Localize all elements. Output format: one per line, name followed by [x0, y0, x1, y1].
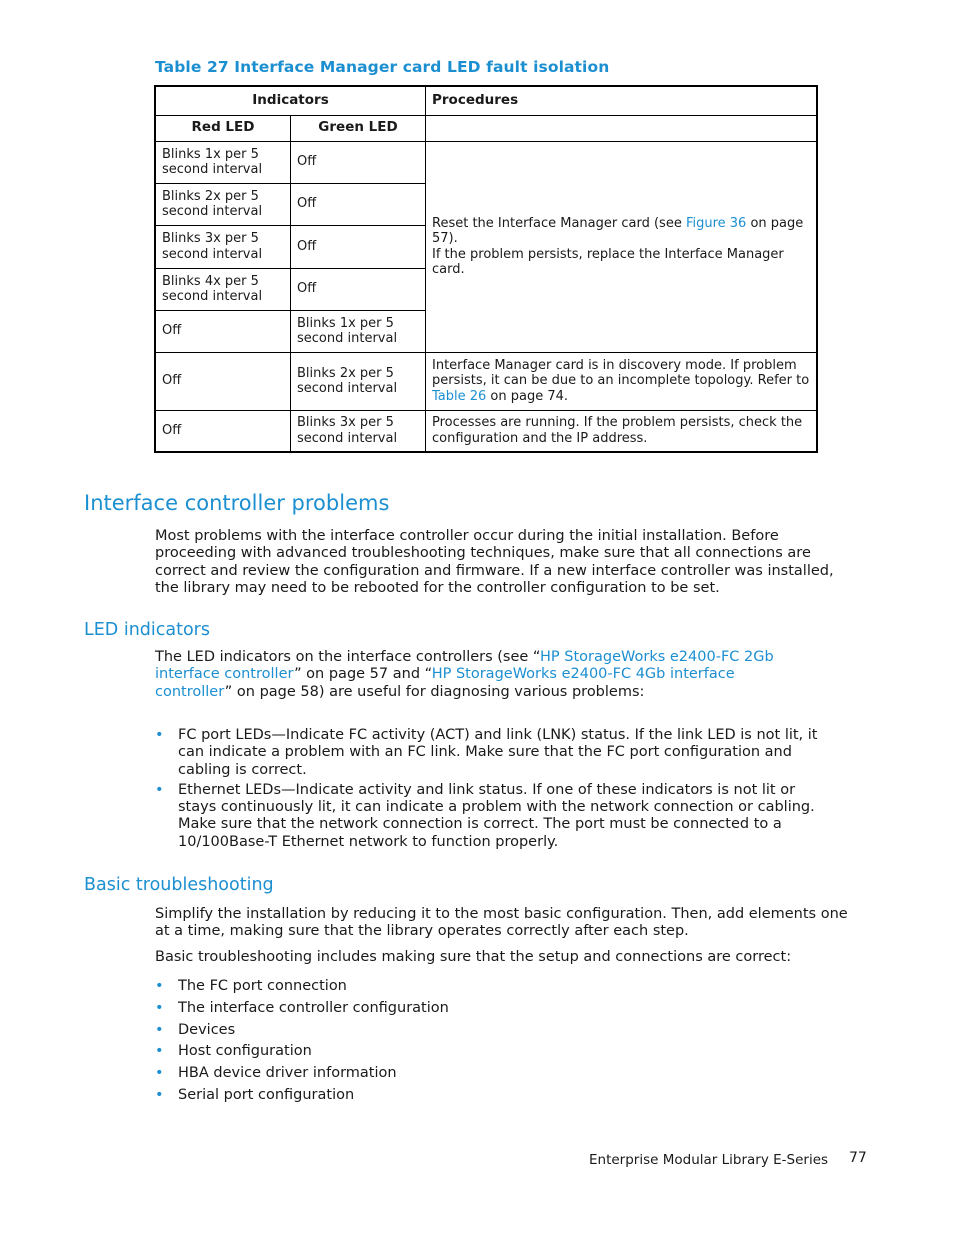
list-item: • Serial port configuration	[155, 1085, 825, 1107]
table-26-link[interactable]: Table 26	[432, 388, 487, 404]
green-led-cell: Blinks 1x per 5 second interval	[291, 310, 426, 352]
list-item: • Devices	[155, 1020, 825, 1042]
header-procedures: Procedures	[426, 86, 818, 115]
led-bullet-list	[155, 727, 825, 851]
green-led-cell: Off	[291, 268, 426, 310]
figure-36-link[interactable]: Figure 36	[685, 215, 747, 231]
header-green-led: Green LED	[291, 115, 426, 141]
bullet-icon: •	[155, 1021, 164, 1038]
red-led-cell: Blinks 2x per 5 second interval	[155, 183, 291, 225]
table-caption: Table 27 Interface Manager card LED fault isolation	[155, 58, 610, 76]
basic-p2: Basic troubleshooting includes making sure that the setup and connections are correct:	[155, 949, 792, 965]
green-led-cell: Off	[291, 225, 426, 268]
header-indicators: Indicators	[155, 86, 426, 115]
red-led-cell: Blinks 3x per 5 second interval	[155, 225, 291, 268]
e2400-2gb-link[interactable]: HP StorageWorks e2400-FC 2Gb interface controller	[155, 649, 774, 683]
procedure-discovery: Interface Manager card is in discovery mode. If problem persists, it can be due to an incomplete topology. Refer to Table 26 on page 74.	[426, 352, 818, 410]
page-number: 77	[849, 1150, 867, 1166]
table-row	[155, 410, 817, 452]
bullet-icon: •	[155, 1086, 164, 1103]
list-item: • The interface controller configuration	[155, 998, 825, 1020]
green-led-cell: Off	[291, 141, 426, 183]
bullet-icon: •	[155, 727, 164, 743]
led-indicators-heading: LED indicators	[84, 620, 210, 640]
red-led-cell: Off	[155, 310, 291, 352]
e2400-4gb-link[interactable]: HP StorageWorks e2400-FC 4Gb interface controller	[155, 666, 735, 700]
bullet-icon: •	[155, 999, 164, 1016]
red-led-cell: Off	[155, 410, 291, 452]
red-led-cell: Off	[155, 352, 291, 410]
bullet-icon: •	[155, 1065, 164, 1082]
bullet-icon: •	[155, 781, 164, 798]
led-intro: The LED indicators on the interface controllers (see “HP StorageWorks e2400-FC 2Gb interface controller” on page 57 and “HP StorageWorks e2400-FC 4Gb interface controller” on page 58) are useful for diagnosing various problems:	[155, 649, 774, 700]
led-fault-table	[154, 85, 818, 453]
basic-bullet-list	[155, 976, 825, 1107]
section-intro: Most problems with the interface controller occur during the initial installation. Before proceeding with advanced troubleshooting techniques, make sure that all connections are correct and review the configuration and firmware. If a new interface controller was installed, the library may need to be rebooted for the controller configuration to be set.	[155, 528, 834, 596]
list-item: • HBA device driver information	[155, 1063, 825, 1085]
green-led-cell: Blinks 3x per 5 second interval	[291, 410, 426, 452]
header-red-led: Red LED	[155, 115, 291, 141]
bullet-icon: •	[155, 978, 164, 994]
basic-p1: Simplify the installation by reducing it to the most basic configuration. Then, add elements one at a time, making sure that the library operates correctly after each step.	[155, 906, 848, 940]
list-item: • The FC port connection	[155, 976, 825, 998]
procedure-reset: Reset the Interface Manager card (see Figure 36 on page 57). If the problem persists, replace the Interface Manager card.	[426, 141, 818, 352]
table-row	[155, 352, 817, 410]
section-title: Interface controller problems	[84, 491, 390, 515]
red-led-cell: Blinks 4x per 5 second interval	[155, 268, 291, 310]
procedure-running: Processes are running. If the problem persists, check the configuration and the IP address.	[426, 410, 818, 452]
bullet-icon: •	[155, 1043, 164, 1060]
green-led-cell: Off	[291, 183, 426, 225]
basic-troubleshooting-heading: Basic troubleshooting	[84, 875, 274, 895]
footer-title: Enterprise Modular Library E-Series	[589, 1152, 829, 1168]
list-item: • Ethernet LEDs—Indicate activity and link status. If one of these indicators is not lit or stays continuously lit, it can indicate a problem with the network connection or cabling. Make sure that the network connection is correct. The port must be connected to a 10/100Base-T Ethernet network to function properly.	[155, 781, 815, 850]
empty-header-cell	[426, 115, 818, 141]
red-led-cell: Blinks 1x per 5 second interval	[155, 141, 291, 183]
list-item: • FC port LEDs—Indicate FC activity (ACT) and link (LNK) status. If the link LED is not lit, it can indicate a problem with an FC link. Make sure that the FC port configuration and cabling is correct.	[155, 727, 818, 778]
green-led-cell: Blinks 2x per 5 second interval	[291, 352, 426, 410]
list-item: • Host configuration	[155, 1041, 825, 1063]
table-row	[155, 141, 817, 183]
